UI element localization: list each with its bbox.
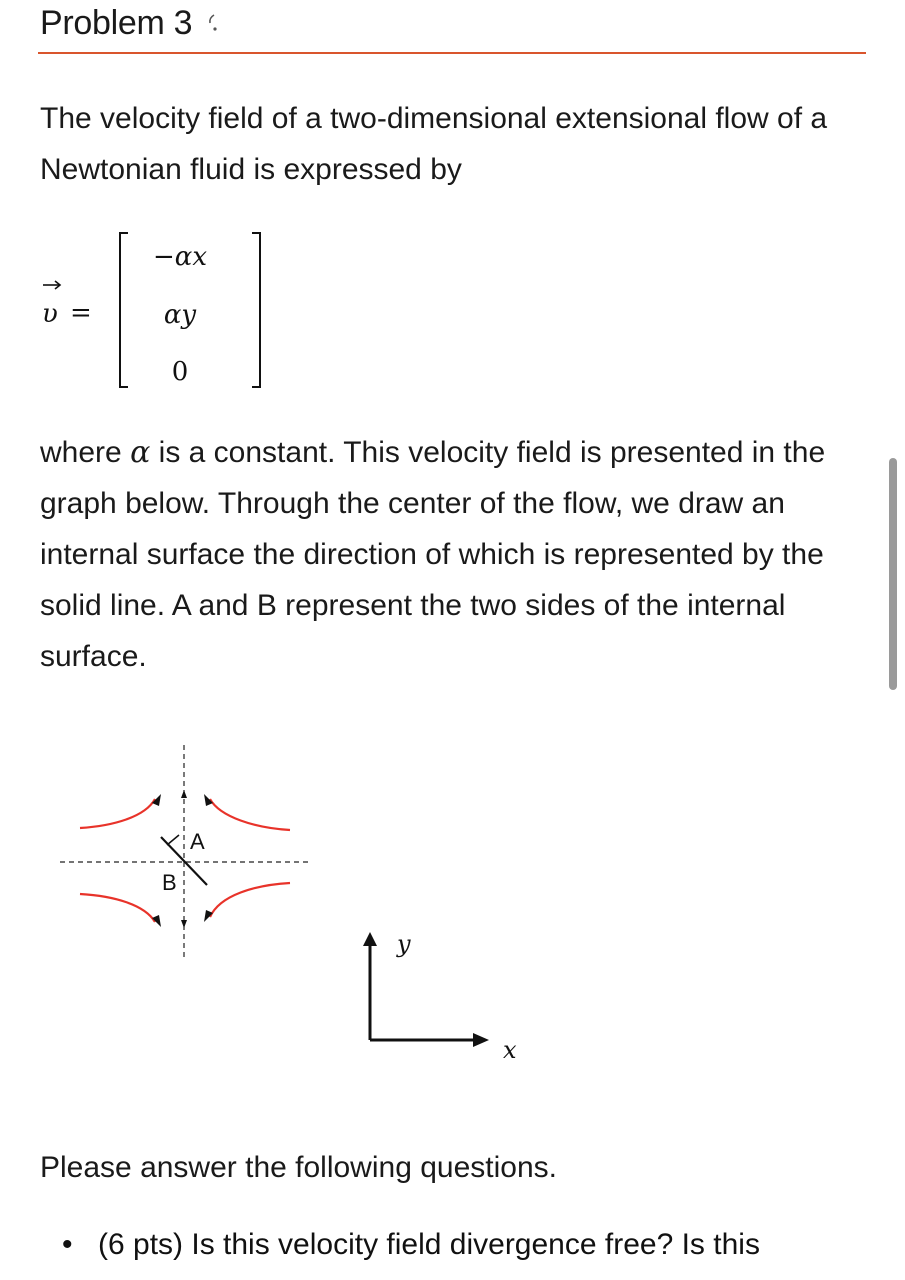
axis-y-label: y: [397, 930, 411, 958]
scrollbar-thumb[interactable]: [889, 458, 897, 690]
arrowhead-icon: [181, 920, 187, 928]
y-axis-arrow-icon: [363, 932, 377, 946]
intro-paragraph: The velocity field of a two-dimensional extensional flow of a Newtonian fluid is expressed by: [40, 102, 828, 186]
vector-component-3: 0: [171, 357, 189, 387]
where-rest: is a constant. This velocity field is presented in the graph below. Through the center of the flow, we draw an internal surface the direction of which is represented by the solid line. A and B represent the two sides of the internal surface.: [40, 436, 826, 673]
left-bracket: [120, 233, 128, 387]
description-paragraph: [40, 427, 870, 682]
where-prefix: where: [40, 436, 122, 469]
streamline-top-right: [210, 799, 290, 830]
side-a-label: A: [190, 829, 205, 854]
page-title: [40, 4, 219, 43]
list-item: [62, 1228, 760, 1262]
flow-diagram: [55, 745, 355, 960]
streamline-bottom-right: [210, 883, 290, 917]
questions-intro: Please answer the following questions.: [40, 1151, 557, 1184]
surface-tick-mark: [167, 835, 179, 845]
edit-pencil-icon: [205, 12, 219, 39]
side-b-label: B: [162, 870, 177, 895]
bullet-icon: •: [62, 1228, 73, 1261]
streamline-bottom-left: [80, 894, 155, 922]
vector-component-2: αy: [163, 300, 197, 330]
equation-equals: =: [70, 298, 92, 328]
coordinate-axes: [355, 920, 535, 1070]
axis-x-label: x: [503, 1036, 517, 1064]
x-axis-arrow-icon: [473, 1033, 489, 1047]
velocity-equation: [30, 225, 290, 395]
arrowhead-icon: [181, 790, 187, 798]
page-title-text: Problem 3: [40, 4, 193, 42]
question-text: (6 pts) Is this velocity field divergence free? Is this: [98, 1228, 760, 1261]
title-divider: [38, 52, 866, 54]
alpha-symbol: α: [130, 435, 151, 470]
streamline-top-left: [80, 799, 155, 828]
equation-lhs: υ: [42, 299, 58, 329]
right-bracket: [252, 233, 260, 387]
vector-component-1: −αx: [152, 242, 208, 272]
vector-arrow-icon: [43, 281, 60, 289]
